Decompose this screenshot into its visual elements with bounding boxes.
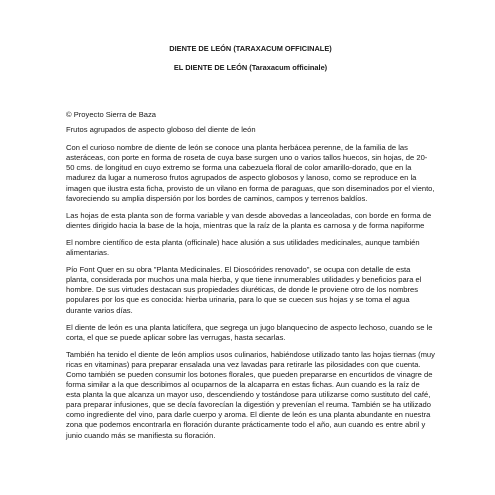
paragraph-latex: El diente de león es una planta laticífera, que segrega un jugo blanquecino de aspecto lechoso, cuando se le corta, el que se puede aplicar sobre las verrugas, hasta secarlas. (66, 322, 433, 342)
photo-credit: © Proyecto Sierra de Baza (66, 110, 157, 119)
document-title: DIENTE DE LEÓN (TARAXACUM OFFICINALE) (169, 44, 332, 53)
paragraph-leaves: Las hojas de esta planta son de forma variable y van desde abovedas a lanceoladas, con borde en forma de dientes dirigido hacia la base de la hoja, mientras que la raíz de la planta es carnosa y de forma napiforme (66, 210, 432, 230)
paragraph-font-quer: Pío Font Quer en su obra "Planta Medicinales. El Dioscórides renovado", se ocupa con detalle de esta planta, considerada por muchos una mala hierba, y que tiene innumerables utilidades y beneficios para el hombre. De sus virtudes destacan sus propiedades diuréticas, de donde le proviene otro de los nombres populares por los que es conocida: hierba urinaria, para lo que se cuecen sus hojas y se toma el agua durante varios días. (66, 265, 422, 315)
paragraph-culinary-uses: También ha tenido el diente de león amplios usos culinarios, habiéndose utilizado tanto las hojas tiernas (muy ricas en vitaminas) para preparar ensalada una vez lavadas para retirarle las pilosidades con que cuenta. Como también se pueden consumir los botones florales, que pueden prepararse en encurtidos de vinagre de forma similar a la que describimos al ocuparnos de la alcaparra en estas fichas. Aun cuando es la raíz de esta planta la que alcanza un mayor uso, descendiendo y tostándose para utilizarse como sustituto del café, para preparar infusiones, que se decía favorecían la digestión y prevenían el reuma. También se ha utilizado como ingrediente del vino, para darle cuerpo y aroma. El diente de león es una planta abundante en nuestra zona que podemos encontrarla en floración durante prácticamente todo el año, aun cuando es entre abril y junio cuando más se manifiesta su floración. (66, 349, 435, 440)
document-subtitle: EL DIENTE DE LEÓN (Taraxacum officinale) (173, 63, 328, 72)
paragraph-description: Con el curioso nombre de diente de león se conoce una planta herbácea perenne, de la familia de las asteráceas, con porte en forma de roseta de cuya base surgen uno o varios tallos huecos, sin hojas, de 20-50 cms. de longitud en cuyo extremo se forma una cabezuela floral de color amarillo-dorado, que en la madurez da lugar a numeroso frutos agrupados de aspecto globosos y lanoso, como se reproduce en la imagen que ilustra esta ficha, provisto de un vilano en forma de paraguas, que son diseminados por el viento, favoreciendo su amplia dispersión por los bordes de caminos, campos y terrenos baldíos. (66, 143, 435, 203)
photo-caption: Frutos agrupados de aspecto globoso del diente de león (66, 125, 256, 135)
paragraph-scientific-name: El nombre científico de esta planta (officinale) hace alusión a sus utilidades medicinales, aunque también alimentarias. (66, 237, 420, 258)
